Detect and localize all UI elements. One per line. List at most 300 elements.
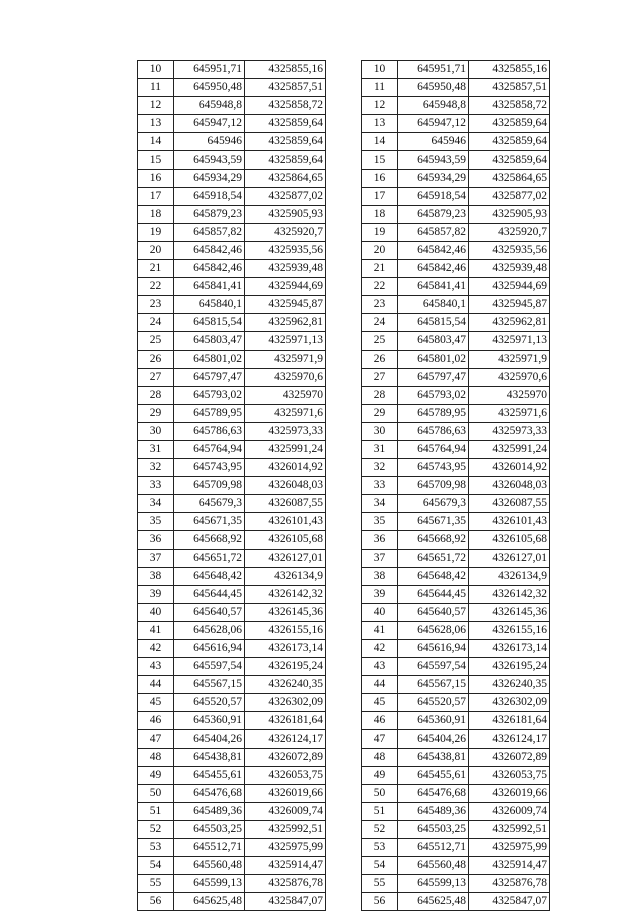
x-coordinate-cell: 645489,36	[174, 802, 245, 820]
point-number-cell: 43	[362, 658, 398, 676]
table-row	[138, 477, 326, 495]
point-number-cell: 54	[138, 857, 174, 875]
table-row	[362, 839, 550, 857]
x-coordinate-cell: 645360,91	[174, 712, 245, 730]
x-coordinate-cell: 645801,02	[174, 350, 245, 368]
x-coordinate-cell: 645803,47	[174, 332, 245, 350]
x-coordinate-cell: 645476,68	[398, 784, 469, 802]
y-coordinate-cell: 4325876,78	[245, 875, 326, 893]
point-number-cell: 28	[138, 386, 174, 404]
x-coordinate-cell: 645840,1	[398, 296, 469, 314]
y-coordinate-cell: 4326127,01	[245, 549, 326, 567]
y-coordinate-cell: 4325935,56	[245, 241, 326, 259]
coordinates-table-left	[137, 60, 326, 911]
x-coordinate-cell: 645764,94	[398, 440, 469, 458]
y-coordinate-cell: 4326124,17	[469, 730, 550, 748]
table-row	[362, 676, 550, 694]
x-coordinate-cell: 645404,26	[174, 730, 245, 748]
y-coordinate-cell: 4326105,68	[245, 531, 326, 549]
point-number-cell: 41	[362, 621, 398, 639]
x-coordinate-cell: 645709,98	[174, 477, 245, 495]
point-number-cell: 31	[138, 440, 174, 458]
x-coordinate-cell: 645797,47	[174, 368, 245, 386]
x-coordinate-cell: 645616,94	[174, 640, 245, 658]
coordinates-table-right-body	[362, 61, 550, 911]
y-coordinate-cell: 4325970	[245, 386, 326, 404]
y-coordinate-cell: 4325877,02	[469, 187, 550, 205]
table-row	[362, 278, 550, 296]
table-row	[362, 368, 550, 386]
y-coordinate-cell: 4326142,32	[469, 585, 550, 603]
y-coordinate-cell: 4325944,69	[245, 278, 326, 296]
y-coordinate-cell: 4326173,14	[469, 640, 550, 658]
y-coordinate-cell: 4325991,24	[245, 440, 326, 458]
y-coordinate-cell: 4325858,72	[469, 97, 550, 115]
y-coordinate-cell: 4326127,01	[469, 549, 550, 567]
table-row	[138, 241, 326, 259]
point-number-cell: 21	[362, 260, 398, 278]
table-row	[138, 260, 326, 278]
x-coordinate-cell: 645640,57	[174, 603, 245, 621]
x-coordinate-cell: 645841,41	[398, 278, 469, 296]
y-coordinate-cell: 4325847,07	[245, 893, 326, 911]
point-number-cell: 37	[362, 549, 398, 567]
table-row	[138, 169, 326, 187]
point-number-cell: 10	[362, 61, 398, 79]
y-coordinate-cell: 4326053,75	[469, 766, 550, 784]
y-coordinate-cell: 4326142,32	[245, 585, 326, 603]
y-coordinate-cell: 4325971,9	[245, 350, 326, 368]
table-row	[362, 893, 550, 911]
table-row	[138, 386, 326, 404]
x-coordinate-cell: 645841,41	[174, 278, 245, 296]
x-coordinate-cell: 645857,82	[398, 223, 469, 241]
point-number-cell: 45	[362, 694, 398, 712]
y-coordinate-cell: 4325859,64	[245, 133, 326, 151]
y-coordinate-cell: 4325962,81	[245, 314, 326, 332]
point-number-cell: 55	[138, 875, 174, 893]
point-number-cell: 52	[362, 820, 398, 838]
y-coordinate-cell: 4325920,7	[245, 223, 326, 241]
x-coordinate-cell: 645668,92	[398, 531, 469, 549]
point-number-cell: 52	[138, 820, 174, 838]
point-number-cell: 55	[362, 875, 398, 893]
y-coordinate-cell: 4326053,75	[245, 766, 326, 784]
x-coordinate-cell: 645520,57	[398, 694, 469, 712]
point-number-cell: 16	[138, 169, 174, 187]
y-coordinate-cell: 4325973,33	[245, 422, 326, 440]
y-coordinate-cell: 4325992,51	[245, 820, 326, 838]
point-number-cell: 34	[362, 495, 398, 513]
y-coordinate-cell: 4325859,64	[469, 115, 550, 133]
table-row	[138, 97, 326, 115]
x-coordinate-cell: 645668,92	[174, 531, 245, 549]
x-coordinate-cell: 645934,29	[174, 169, 245, 187]
y-coordinate-cell: 4326195,24	[245, 658, 326, 676]
point-number-cell: 24	[362, 314, 398, 332]
y-coordinate-cell: 4326240,35	[245, 676, 326, 694]
y-coordinate-cell: 4326155,16	[469, 621, 550, 639]
table-row	[138, 621, 326, 639]
x-coordinate-cell: 645438,81	[174, 748, 245, 766]
table-row	[362, 187, 550, 205]
x-coordinate-cell: 645560,48	[174, 857, 245, 875]
point-number-cell: 29	[362, 404, 398, 422]
point-number-cell: 11	[362, 79, 398, 97]
table-row	[362, 115, 550, 133]
point-number-cell: 54	[362, 857, 398, 875]
x-coordinate-cell: 645786,63	[398, 422, 469, 440]
x-coordinate-cell: 645789,95	[174, 404, 245, 422]
point-number-cell: 48	[362, 748, 398, 766]
x-coordinate-cell: 645948,8	[174, 97, 245, 115]
y-coordinate-cell: 4325857,51	[469, 79, 550, 97]
point-number-cell: 10	[138, 61, 174, 79]
y-coordinate-cell: 4326124,17	[245, 730, 326, 748]
table-row	[138, 567, 326, 585]
x-coordinate-cell: 645599,13	[174, 875, 245, 893]
table-row	[362, 223, 550, 241]
point-number-cell: 23	[362, 296, 398, 314]
x-coordinate-cell: 645842,46	[174, 241, 245, 259]
y-coordinate-cell: 4326009,74	[469, 802, 550, 820]
table-row	[362, 694, 550, 712]
x-coordinate-cell: 645947,12	[398, 115, 469, 133]
point-number-cell: 13	[362, 115, 398, 133]
x-coordinate-cell: 645918,54	[174, 187, 245, 205]
y-coordinate-cell: 4325859,64	[245, 115, 326, 133]
coordinates-table-left-body	[138, 61, 326, 911]
table-row	[362, 658, 550, 676]
point-number-cell: 37	[138, 549, 174, 567]
x-coordinate-cell: 645857,82	[174, 223, 245, 241]
table-row	[362, 404, 550, 422]
table-row	[138, 857, 326, 875]
x-coordinate-cell: 645455,61	[398, 766, 469, 784]
point-number-cell: 20	[138, 241, 174, 259]
y-coordinate-cell: 4326014,92	[245, 459, 326, 477]
y-coordinate-cell: 4325992,51	[469, 820, 550, 838]
point-number-cell: 47	[138, 730, 174, 748]
y-coordinate-cell: 4325975,99	[469, 839, 550, 857]
y-coordinate-cell: 4325945,87	[245, 296, 326, 314]
y-coordinate-cell: 4325945,87	[469, 296, 550, 314]
table-row	[362, 712, 550, 730]
point-number-cell: 21	[138, 260, 174, 278]
y-coordinate-cell: 4326072,89	[245, 748, 326, 766]
x-coordinate-cell: 645438,81	[398, 748, 469, 766]
y-coordinate-cell: 4325864,65	[245, 169, 326, 187]
x-coordinate-cell: 645640,57	[398, 603, 469, 621]
point-number-cell: 32	[138, 459, 174, 477]
x-coordinate-cell: 645616,94	[398, 640, 469, 658]
table-row	[362, 79, 550, 97]
y-coordinate-cell: 4326048,03	[469, 477, 550, 495]
y-coordinate-cell: 4325970,6	[469, 368, 550, 386]
point-number-cell: 50	[362, 784, 398, 802]
point-number-cell: 14	[138, 133, 174, 151]
x-coordinate-cell: 645803,47	[398, 332, 469, 350]
y-coordinate-cell: 4325962,81	[469, 314, 550, 332]
table-row	[362, 621, 550, 639]
table-row	[138, 332, 326, 350]
point-number-cell: 50	[138, 784, 174, 802]
table-row	[362, 151, 550, 169]
table-row	[362, 730, 550, 748]
table-row	[138, 820, 326, 838]
x-coordinate-cell: 645947,12	[174, 115, 245, 133]
point-number-cell: 16	[362, 169, 398, 187]
point-number-cell: 28	[362, 386, 398, 404]
point-number-cell: 49	[362, 766, 398, 784]
point-number-cell: 25	[362, 332, 398, 350]
x-coordinate-cell: 645625,48	[398, 893, 469, 911]
point-number-cell: 40	[362, 603, 398, 621]
point-number-cell: 19	[138, 223, 174, 241]
point-number-cell: 22	[362, 278, 398, 296]
table-row	[138, 784, 326, 802]
y-coordinate-cell: 4326087,55	[245, 495, 326, 513]
table-row	[138, 79, 326, 97]
point-number-cell: 32	[362, 459, 398, 477]
y-coordinate-cell: 4326195,24	[469, 658, 550, 676]
y-coordinate-cell: 4326145,36	[469, 603, 550, 621]
point-number-cell: 26	[138, 350, 174, 368]
point-number-cell: 53	[138, 839, 174, 857]
x-coordinate-cell: 645671,35	[174, 513, 245, 531]
x-coordinate-cell: 645520,57	[174, 694, 245, 712]
x-coordinate-cell: 645879,23	[174, 205, 245, 223]
y-coordinate-cell: 4325905,93	[245, 205, 326, 223]
point-number-cell: 27	[138, 368, 174, 386]
x-coordinate-cell: 645651,72	[174, 549, 245, 567]
y-coordinate-cell: 4325858,72	[245, 97, 326, 115]
x-coordinate-cell: 645503,25	[174, 820, 245, 838]
x-coordinate-cell: 645628,06	[398, 621, 469, 639]
x-coordinate-cell: 645793,02	[398, 386, 469, 404]
point-number-cell: 15	[362, 151, 398, 169]
point-number-cell: 33	[362, 477, 398, 495]
x-coordinate-cell: 645648,42	[174, 567, 245, 585]
x-coordinate-cell: 645597,54	[174, 658, 245, 676]
x-coordinate-cell: 645946	[398, 133, 469, 151]
point-number-cell: 14	[362, 133, 398, 151]
point-number-cell: 51	[138, 802, 174, 820]
y-coordinate-cell: 4325920,7	[469, 223, 550, 241]
x-coordinate-cell: 645801,02	[398, 350, 469, 368]
y-coordinate-cell: 4325935,56	[469, 241, 550, 259]
x-coordinate-cell: 645943,59	[174, 151, 245, 169]
y-coordinate-cell: 4325859,64	[469, 151, 550, 169]
table-row	[138, 730, 326, 748]
point-number-cell: 46	[362, 712, 398, 730]
x-coordinate-cell: 645360,91	[398, 712, 469, 730]
x-coordinate-cell: 645651,72	[398, 549, 469, 567]
table-row	[362, 513, 550, 531]
point-number-cell: 42	[362, 640, 398, 658]
y-coordinate-cell: 4326302,09	[469, 694, 550, 712]
table-row	[138, 61, 326, 79]
table-row	[362, 875, 550, 893]
x-coordinate-cell: 645797,47	[398, 368, 469, 386]
table-row	[362, 332, 550, 350]
y-coordinate-cell: 4325971,6	[469, 404, 550, 422]
x-coordinate-cell: 645842,46	[398, 260, 469, 278]
table-row	[362, 567, 550, 585]
table-row	[362, 296, 550, 314]
y-coordinate-cell: 4325939,48	[245, 260, 326, 278]
point-number-cell: 49	[138, 766, 174, 784]
point-number-cell: 39	[362, 585, 398, 603]
table-row	[362, 459, 550, 477]
x-coordinate-cell: 645789,95	[398, 404, 469, 422]
y-coordinate-cell: 4325971,6	[245, 404, 326, 422]
table-row	[362, 386, 550, 404]
y-coordinate-cell: 4325973,33	[469, 422, 550, 440]
y-coordinate-cell: 4325859,64	[469, 133, 550, 151]
x-coordinate-cell: 645793,02	[174, 386, 245, 404]
table-row	[138, 368, 326, 386]
point-number-cell: 17	[138, 187, 174, 205]
point-number-cell: 30	[362, 422, 398, 440]
y-coordinate-cell: 4325970,6	[245, 368, 326, 386]
x-coordinate-cell: 645815,54	[174, 314, 245, 332]
point-number-cell: 31	[362, 440, 398, 458]
y-coordinate-cell: 4325914,47	[245, 857, 326, 875]
table-row	[362, 585, 550, 603]
y-coordinate-cell: 4325944,69	[469, 278, 550, 296]
point-number-cell: 56	[362, 893, 398, 911]
table-row	[362, 495, 550, 513]
x-coordinate-cell: 645842,46	[398, 241, 469, 259]
y-coordinate-cell: 4326014,92	[469, 459, 550, 477]
table-row	[362, 241, 550, 259]
x-coordinate-cell: 645709,98	[398, 477, 469, 495]
point-number-cell: 42	[138, 640, 174, 658]
x-coordinate-cell: 645951,71	[174, 61, 245, 79]
table-row	[138, 422, 326, 440]
point-number-cell: 34	[138, 495, 174, 513]
y-coordinate-cell: 4325971,9	[469, 350, 550, 368]
x-coordinate-cell: 645644,45	[174, 585, 245, 603]
point-number-cell: 23	[138, 296, 174, 314]
table-row	[362, 531, 550, 549]
y-coordinate-cell: 4326181,64	[245, 712, 326, 730]
table-row	[362, 169, 550, 187]
point-number-cell: 12	[362, 97, 398, 115]
coordinates-table-right	[361, 60, 550, 911]
y-coordinate-cell: 4326072,89	[469, 748, 550, 766]
y-coordinate-cell: 4326101,43	[245, 513, 326, 531]
y-coordinate-cell: 4326240,35	[469, 676, 550, 694]
x-coordinate-cell: 645842,46	[174, 260, 245, 278]
point-number-cell: 36	[362, 531, 398, 549]
table-row	[138, 585, 326, 603]
point-number-cell: 30	[138, 422, 174, 440]
point-number-cell: 18	[138, 205, 174, 223]
point-number-cell: 46	[138, 712, 174, 730]
point-number-cell: 29	[138, 404, 174, 422]
table-row	[138, 694, 326, 712]
table-row	[138, 350, 326, 368]
table-row	[362, 802, 550, 820]
x-coordinate-cell: 645918,54	[398, 187, 469, 205]
point-number-cell: 20	[362, 241, 398, 259]
point-number-cell: 26	[362, 350, 398, 368]
point-number-cell: 35	[362, 513, 398, 531]
y-coordinate-cell: 4325905,93	[469, 205, 550, 223]
y-coordinate-cell: 4325857,51	[245, 79, 326, 97]
x-coordinate-cell: 645764,94	[174, 440, 245, 458]
table-row	[362, 61, 550, 79]
x-coordinate-cell: 645679,3	[174, 495, 245, 513]
table-row	[138, 802, 326, 820]
x-coordinate-cell: 645404,26	[398, 730, 469, 748]
table-row	[138, 766, 326, 784]
point-number-cell: 43	[138, 658, 174, 676]
table-row	[362, 748, 550, 766]
x-coordinate-cell: 645950,48	[174, 79, 245, 97]
table-row	[138, 531, 326, 549]
table-row	[362, 260, 550, 278]
point-number-cell: 12	[138, 97, 174, 115]
x-coordinate-cell: 645743,95	[174, 459, 245, 477]
point-number-cell: 27	[362, 368, 398, 386]
y-coordinate-cell: 4326155,16	[245, 621, 326, 639]
y-coordinate-cell: 4326105,68	[469, 531, 550, 549]
table-row	[362, 205, 550, 223]
y-coordinate-cell: 4326019,66	[245, 784, 326, 802]
point-number-cell: 48	[138, 748, 174, 766]
x-coordinate-cell: 645567,15	[398, 676, 469, 694]
x-coordinate-cell: 645671,35	[398, 513, 469, 531]
y-coordinate-cell: 4326181,64	[469, 712, 550, 730]
table-row	[362, 640, 550, 658]
x-coordinate-cell: 645567,15	[174, 676, 245, 694]
point-number-cell: 47	[362, 730, 398, 748]
table-row	[362, 784, 550, 802]
y-coordinate-cell: 4326134,9	[245, 567, 326, 585]
table-row	[362, 133, 550, 151]
table-row	[138, 603, 326, 621]
y-coordinate-cell: 4325991,24	[469, 440, 550, 458]
table-row	[362, 350, 550, 368]
x-coordinate-cell: 645597,54	[398, 658, 469, 676]
point-number-cell: 13	[138, 115, 174, 133]
table-row	[138, 549, 326, 567]
point-number-cell: 39	[138, 585, 174, 603]
x-coordinate-cell: 645786,63	[174, 422, 245, 440]
point-number-cell: 11	[138, 79, 174, 97]
table-row	[138, 712, 326, 730]
x-coordinate-cell: 645512,71	[398, 839, 469, 857]
y-coordinate-cell: 4326101,43	[469, 513, 550, 531]
point-number-cell: 35	[138, 513, 174, 531]
table-row	[362, 766, 550, 784]
point-number-cell: 36	[138, 531, 174, 549]
point-number-cell: 38	[138, 567, 174, 585]
x-coordinate-cell: 645815,54	[398, 314, 469, 332]
x-coordinate-cell: 645934,29	[398, 169, 469, 187]
table-row	[138, 459, 326, 477]
table-row	[362, 549, 550, 567]
table-row	[138, 440, 326, 458]
y-coordinate-cell: 4326009,74	[245, 802, 326, 820]
y-coordinate-cell: 4325971,13	[469, 332, 550, 350]
table-row	[138, 513, 326, 531]
x-coordinate-cell: 645951,71	[398, 61, 469, 79]
point-number-cell: 18	[362, 205, 398, 223]
